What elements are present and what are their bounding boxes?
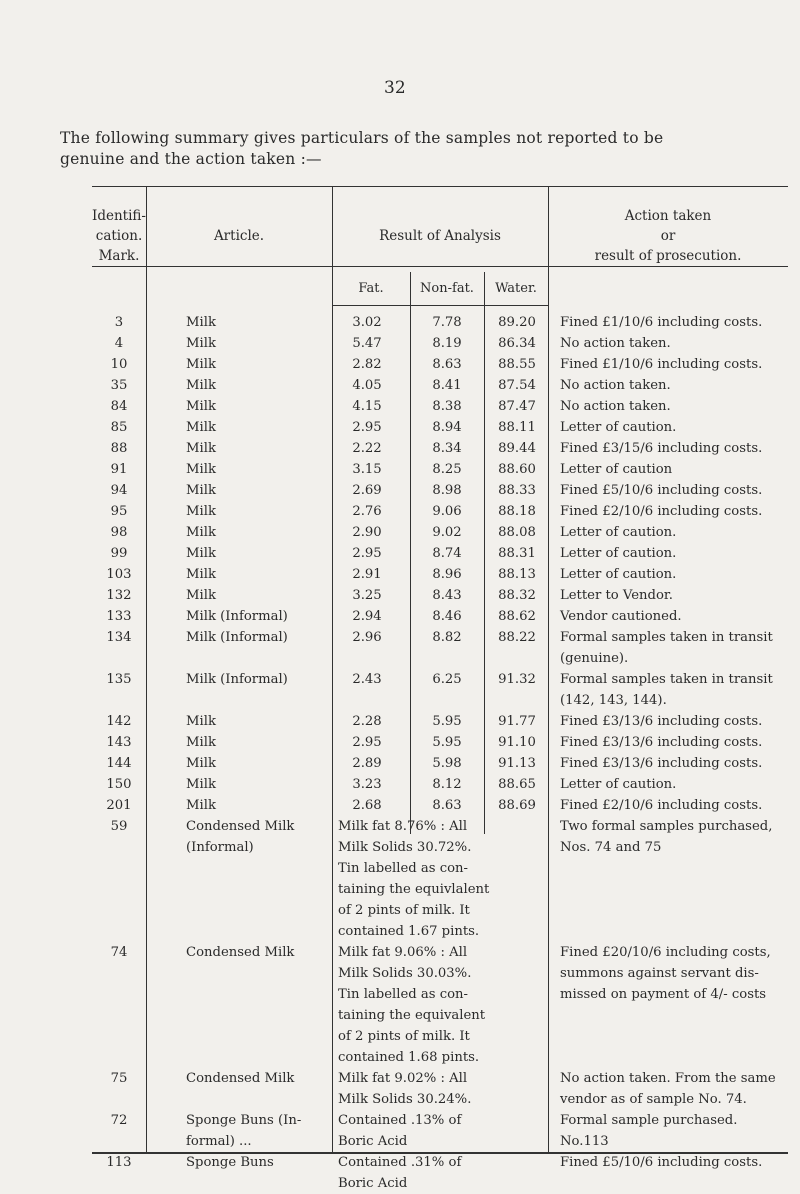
intro-line-2: genuine and the action taken :— bbox=[60, 150, 322, 168]
article-cell bbox=[186, 1152, 326, 1173]
nonfat-value: 8.46 bbox=[432, 609, 462, 624]
identification-mark: 91 bbox=[110, 462, 128, 477]
result-line: taining the equivlalent bbox=[338, 882, 490, 897]
result-line: Contained .31% of bbox=[338, 1155, 462, 1170]
action-line: Formal samples taken in transit bbox=[560, 672, 773, 687]
action-line: Nos. 74 and 75 bbox=[560, 840, 662, 855]
identification-mark: 132 bbox=[106, 588, 132, 603]
action-cell bbox=[560, 1068, 785, 1110]
water-value: 91.10 bbox=[498, 735, 536, 750]
article-cell bbox=[186, 501, 326, 522]
water-value: 91.32 bbox=[498, 672, 536, 687]
nonfat-value: 9.06 bbox=[432, 504, 462, 519]
fat-value: 3.15 bbox=[352, 462, 382, 477]
action-line: Letter of caution. bbox=[560, 420, 677, 435]
article-cell bbox=[186, 522, 326, 543]
fat-value: 2.76 bbox=[352, 504, 382, 519]
article-cell bbox=[186, 606, 326, 627]
action-cell bbox=[560, 459, 785, 480]
water-value: 89.20 bbox=[498, 315, 536, 330]
nonfat-value: 5.98 bbox=[432, 756, 462, 771]
fat-value: 2.95 bbox=[352, 546, 382, 561]
action-cell bbox=[560, 1152, 785, 1173]
fat-value: 2.91 bbox=[352, 567, 382, 582]
intro-line-1: The following summary gives particulars of the samples not reported to be bbox=[60, 129, 664, 147]
action-line: Fined £3/13/6 including costs. bbox=[560, 756, 763, 771]
action-line: Letter of caution. bbox=[560, 546, 677, 561]
article-cell bbox=[186, 375, 326, 396]
header-id-line-1: Identifi- bbox=[92, 208, 146, 224]
action-cell bbox=[560, 375, 785, 396]
nonfat-value: 8.63 bbox=[432, 798, 462, 813]
header-action-line-1: Action taken bbox=[624, 208, 712, 224]
action-line: No action taken. bbox=[560, 336, 671, 351]
action-cell bbox=[560, 522, 785, 543]
action-line: (142, 143, 144). bbox=[560, 693, 667, 708]
result-line: taining the equivalent bbox=[338, 1008, 486, 1023]
fat-value: 4.05 bbox=[352, 378, 382, 393]
nonfat-value: 8.12 bbox=[432, 777, 462, 792]
action-line: No action taken. From the same bbox=[560, 1071, 776, 1086]
identification-mark: 4 bbox=[114, 336, 124, 351]
article-name: Milk bbox=[186, 714, 216, 729]
result-line: Boric Acid bbox=[338, 1176, 408, 1191]
action-cell bbox=[560, 606, 785, 627]
water-value: 88.11 bbox=[498, 420, 536, 435]
water-value: 88.60 bbox=[498, 462, 536, 477]
nonfat-value: 8.19 bbox=[432, 336, 462, 351]
action-line: Vendor cautioned. bbox=[560, 609, 682, 624]
nonfat-value: 5.95 bbox=[432, 735, 462, 750]
result-cell bbox=[338, 816, 538, 942]
action-cell bbox=[560, 627, 785, 669]
identification-mark: 150 bbox=[106, 777, 132, 792]
water-value: 87.47 bbox=[498, 399, 536, 414]
identification-mark: 59 bbox=[110, 819, 128, 834]
water-value: 89.44 bbox=[498, 441, 536, 456]
fat-value: 5.47 bbox=[352, 336, 382, 351]
identification-mark: 74 bbox=[110, 945, 128, 960]
fat-value: 3.02 bbox=[352, 315, 382, 330]
fat-value: 2.89 bbox=[352, 756, 382, 771]
action-cell bbox=[560, 312, 785, 333]
article-name: Milk bbox=[186, 357, 216, 372]
identification-mark: 144 bbox=[106, 756, 132, 771]
identification-mark: 143 bbox=[106, 735, 132, 750]
subheader-rule bbox=[332, 305, 548, 306]
header-id-line-3: Mark. bbox=[98, 248, 140, 264]
action-cell bbox=[560, 501, 785, 522]
action-line: Fined £3/13/6 including costs. bbox=[560, 714, 763, 729]
subheader-fat: Fat. bbox=[358, 281, 384, 296]
result-line: Tin labelled as con- bbox=[338, 861, 468, 876]
identification-mark: 134 bbox=[106, 630, 132, 645]
action-line: Fined £3/15/6 including costs. bbox=[560, 441, 763, 456]
nonfat-value: 5.95 bbox=[432, 714, 462, 729]
action-cell bbox=[560, 732, 785, 753]
action-cell bbox=[560, 774, 785, 795]
fat-value: 2.94 bbox=[352, 609, 382, 624]
article-name: Milk bbox=[186, 756, 216, 771]
identification-mark: 84 bbox=[110, 399, 128, 414]
result-line: contained 1.67 pints. bbox=[338, 924, 480, 939]
article-name: Milk bbox=[186, 441, 216, 456]
article-cell bbox=[186, 396, 326, 417]
header-action bbox=[548, 206, 788, 266]
nonfat-value: 8.63 bbox=[432, 357, 462, 372]
action-line: (genuine). bbox=[560, 651, 629, 666]
water-value: 88.55 bbox=[498, 357, 536, 372]
result-line: Milk Solids 30.03%. bbox=[338, 966, 472, 981]
header-bottom-rule bbox=[92, 266, 788, 267]
identification-mark: 103 bbox=[106, 567, 132, 582]
action-line: missed on payment of 4/- costs bbox=[560, 987, 767, 1002]
article-cell bbox=[186, 333, 326, 354]
action-cell bbox=[560, 417, 785, 438]
action-line: Letter of caution. bbox=[560, 525, 677, 540]
action-cell bbox=[560, 816, 785, 858]
water-value: 88.65 bbox=[498, 777, 536, 792]
article-name: Milk bbox=[186, 378, 216, 393]
identification-mark: 135 bbox=[106, 672, 132, 687]
action-line: Letter of caution. bbox=[560, 777, 677, 792]
article-name: Milk bbox=[186, 525, 216, 540]
article-name: Milk (Informal) bbox=[186, 609, 288, 624]
action-cell bbox=[560, 1110, 785, 1152]
result-line: Milk Solids 30.24%. bbox=[338, 1092, 472, 1107]
nonfat-value: 8.41 bbox=[432, 378, 462, 393]
article-cell bbox=[186, 816, 326, 858]
water-value: 88.18 bbox=[498, 504, 536, 519]
article-name: Milk bbox=[186, 567, 216, 582]
article-line: formal) ... bbox=[186, 1134, 252, 1149]
water-value: 88.32 bbox=[498, 588, 536, 603]
table-top-rule bbox=[92, 186, 788, 187]
nonfat-value: 6.25 bbox=[432, 672, 462, 687]
fat-value: 3.25 bbox=[352, 588, 382, 603]
nonfat-value: 8.34 bbox=[432, 441, 462, 456]
action-line: Letter to Vendor. bbox=[560, 588, 673, 603]
article-name: Milk (Informal) bbox=[186, 672, 288, 687]
article-line: Sponge Buns (In- bbox=[186, 1113, 302, 1128]
col-divider-3 bbox=[548, 186, 549, 1152]
fat-value: 2.69 bbox=[352, 483, 382, 498]
article-line: Sponge Buns bbox=[186, 1155, 274, 1170]
article-line: Condensed Milk bbox=[186, 819, 295, 834]
nonfat-value: 8.96 bbox=[432, 567, 462, 582]
article-name: Milk bbox=[186, 777, 216, 792]
identification-mark: 3 bbox=[114, 315, 124, 330]
action-line: Two formal samples purchased, bbox=[560, 819, 773, 834]
article-cell bbox=[186, 711, 326, 732]
nonfat-value: 9.02 bbox=[432, 525, 462, 540]
article-name: Milk bbox=[186, 798, 216, 813]
header-id bbox=[92, 206, 146, 266]
action-line: Formal sample purchased. No.113 bbox=[560, 1113, 738, 1149]
water-value: 88.69 bbox=[498, 798, 536, 813]
subheader-nonfat: Non-fat. bbox=[420, 281, 474, 296]
article-cell bbox=[186, 753, 326, 774]
fat-value: 4.15 bbox=[352, 399, 382, 414]
result-line: of 2 pints of milk. It bbox=[338, 903, 470, 918]
article-cell bbox=[186, 354, 326, 375]
article-cell bbox=[186, 732, 326, 753]
fat-value: 3.23 bbox=[352, 777, 382, 792]
identification-mark: 94 bbox=[110, 483, 128, 498]
identification-mark: 88 bbox=[110, 441, 128, 456]
intro-paragraph bbox=[60, 128, 760, 170]
header-action-line-3: result of prosecution. bbox=[594, 248, 742, 264]
nonfat-value: 8.25 bbox=[432, 462, 462, 477]
article-cell bbox=[186, 543, 326, 564]
article-line: Condensed Milk bbox=[186, 945, 295, 960]
article-cell bbox=[186, 1110, 326, 1152]
article-cell bbox=[186, 942, 326, 963]
action-cell bbox=[560, 480, 785, 501]
water-value: 88.13 bbox=[498, 567, 536, 582]
water-value: 88.33 bbox=[498, 483, 536, 498]
water-value: 91.13 bbox=[498, 756, 536, 771]
article-cell bbox=[186, 312, 326, 333]
fat-value: 2.22 bbox=[352, 441, 382, 456]
nonfat-value: 8.74 bbox=[432, 546, 462, 561]
result-line: Tin labelled as con- bbox=[338, 987, 468, 1002]
action-cell bbox=[560, 753, 785, 774]
header-article: Article. bbox=[213, 228, 265, 244]
article-cell bbox=[186, 669, 326, 690]
action-line: vendor as of sample No. 74. bbox=[560, 1092, 747, 1107]
action-line: Letter of caution bbox=[560, 462, 673, 477]
action-line: Fined £2/10/6 including costs. bbox=[560, 504, 763, 519]
nonfat-value: 8.82 bbox=[432, 630, 462, 645]
article-cell bbox=[186, 480, 326, 501]
article-line: (Informal) bbox=[186, 840, 254, 855]
header-action-line-2: or bbox=[660, 228, 676, 244]
identification-mark: 75 bbox=[110, 1071, 128, 1086]
article-cell bbox=[186, 438, 326, 459]
water-value: 91.77 bbox=[498, 714, 536, 729]
action-line: Fined £1/10/6 including costs. bbox=[560, 357, 763, 372]
result-cell bbox=[338, 942, 538, 1068]
action-line: Fined £1/10/6 including costs. bbox=[560, 315, 763, 330]
water-value: 88.31 bbox=[498, 546, 536, 561]
result-cell bbox=[338, 1152, 538, 1194]
action-cell bbox=[560, 711, 785, 732]
article-cell bbox=[186, 1068, 326, 1089]
identification-mark: 142 bbox=[106, 714, 132, 729]
identification-mark: 10 bbox=[110, 357, 128, 372]
water-value: 87.54 bbox=[498, 378, 536, 393]
article-name: Milk bbox=[186, 735, 216, 750]
header-result: Result of Analysis bbox=[379, 228, 501, 244]
water-value: 88.22 bbox=[498, 630, 536, 645]
water-value: 88.08 bbox=[498, 525, 536, 540]
result-cell bbox=[338, 1068, 538, 1110]
action-cell bbox=[560, 669, 785, 711]
fat-value: 2.95 bbox=[352, 420, 382, 435]
nonfat-value: 7.78 bbox=[432, 315, 462, 330]
action-cell bbox=[560, 438, 785, 459]
identification-mark: 113 bbox=[106, 1155, 132, 1170]
action-cell bbox=[560, 354, 785, 375]
action-cell bbox=[560, 564, 785, 585]
article-cell bbox=[186, 774, 326, 795]
result-line: Milk Solids 30.72%. bbox=[338, 840, 472, 855]
subcol-divider-2 bbox=[484, 272, 485, 834]
identification-mark: 35 bbox=[110, 378, 128, 393]
result-line: Milk fat 9.02% : All bbox=[338, 1071, 468, 1086]
article-name: Milk bbox=[186, 315, 216, 330]
action-line: No action taken. bbox=[560, 378, 671, 393]
nonfat-value: 8.38 bbox=[432, 399, 462, 414]
col-divider-1 bbox=[146, 186, 147, 1152]
article-name: Milk bbox=[186, 588, 216, 603]
action-line: Fined £3/13/6 including costs. bbox=[560, 735, 763, 750]
result-line: of 2 pints of milk. It bbox=[338, 1029, 470, 1044]
action-line: Fined £2/10/6 including costs. bbox=[560, 798, 763, 813]
identification-mark: 95 bbox=[110, 504, 128, 519]
nonfat-value: 8.98 bbox=[432, 483, 462, 498]
article-name: Milk bbox=[186, 504, 216, 519]
action-cell bbox=[560, 333, 785, 354]
article-cell bbox=[186, 627, 326, 648]
identification-mark: 201 bbox=[106, 798, 132, 813]
nonfat-value: 8.43 bbox=[432, 588, 462, 603]
article-line: Condensed Milk bbox=[186, 1071, 295, 1086]
subheader-water: Water. bbox=[495, 281, 537, 296]
article-name: Milk bbox=[186, 336, 216, 351]
fat-value: 2.82 bbox=[352, 357, 382, 372]
fat-value: 2.68 bbox=[352, 798, 382, 813]
article-name: Milk bbox=[186, 420, 216, 435]
identification-mark: 133 bbox=[106, 609, 132, 624]
result-line: Contained .13% of bbox=[338, 1113, 462, 1128]
header-id-line-2: cation. bbox=[95, 228, 143, 244]
action-line: Letter of caution. bbox=[560, 567, 677, 582]
fat-value: 2.96 bbox=[352, 630, 382, 645]
article-name: Milk bbox=[186, 399, 216, 414]
identification-mark: 99 bbox=[110, 546, 128, 561]
action-line: Fined £20/10/6 including costs, bbox=[560, 945, 771, 960]
article-cell bbox=[186, 795, 326, 816]
action-cell bbox=[560, 795, 785, 816]
page-number: 32 bbox=[384, 78, 406, 98]
article-cell bbox=[186, 585, 326, 606]
article-cell bbox=[186, 417, 326, 438]
article-name: Milk bbox=[186, 462, 216, 477]
fat-value: 2.95 bbox=[352, 735, 382, 750]
action-line: No action taken. bbox=[560, 399, 671, 414]
article-name: Milk bbox=[186, 483, 216, 498]
action-cell bbox=[560, 396, 785, 417]
fat-value: 2.43 bbox=[352, 672, 382, 687]
action-line: Fined £5/10/6 including costs. bbox=[560, 1155, 763, 1170]
fat-value: 2.90 bbox=[352, 525, 382, 540]
identification-mark: 98 bbox=[110, 525, 128, 540]
article-cell bbox=[186, 564, 326, 585]
action-line: Formal samples taken in transit bbox=[560, 630, 773, 645]
water-value: 86.34 bbox=[498, 336, 536, 351]
result-line: Milk fat 9.06% : All bbox=[338, 945, 468, 960]
water-value: 88.62 bbox=[498, 609, 536, 624]
article-name: Milk bbox=[186, 546, 216, 561]
action-cell bbox=[560, 942, 785, 1005]
article-cell bbox=[186, 459, 326, 480]
result-cell bbox=[338, 1110, 538, 1152]
action-line: summons against servant dis- bbox=[560, 966, 759, 981]
fat-value: 2.28 bbox=[352, 714, 382, 729]
identification-mark: 85 bbox=[110, 420, 128, 435]
action-cell bbox=[560, 585, 785, 606]
result-line: Milk fat 8.76% : All bbox=[338, 819, 468, 834]
action-line: Fined £5/10/6 including costs. bbox=[560, 483, 763, 498]
result-line: Boric Acid bbox=[338, 1134, 408, 1149]
result-line: contained 1.68 pints. bbox=[338, 1050, 480, 1065]
nonfat-value: 8.94 bbox=[432, 420, 462, 435]
action-cell bbox=[560, 543, 785, 564]
article-name: Milk (Informal) bbox=[186, 630, 288, 645]
identification-mark: 72 bbox=[110, 1113, 128, 1128]
